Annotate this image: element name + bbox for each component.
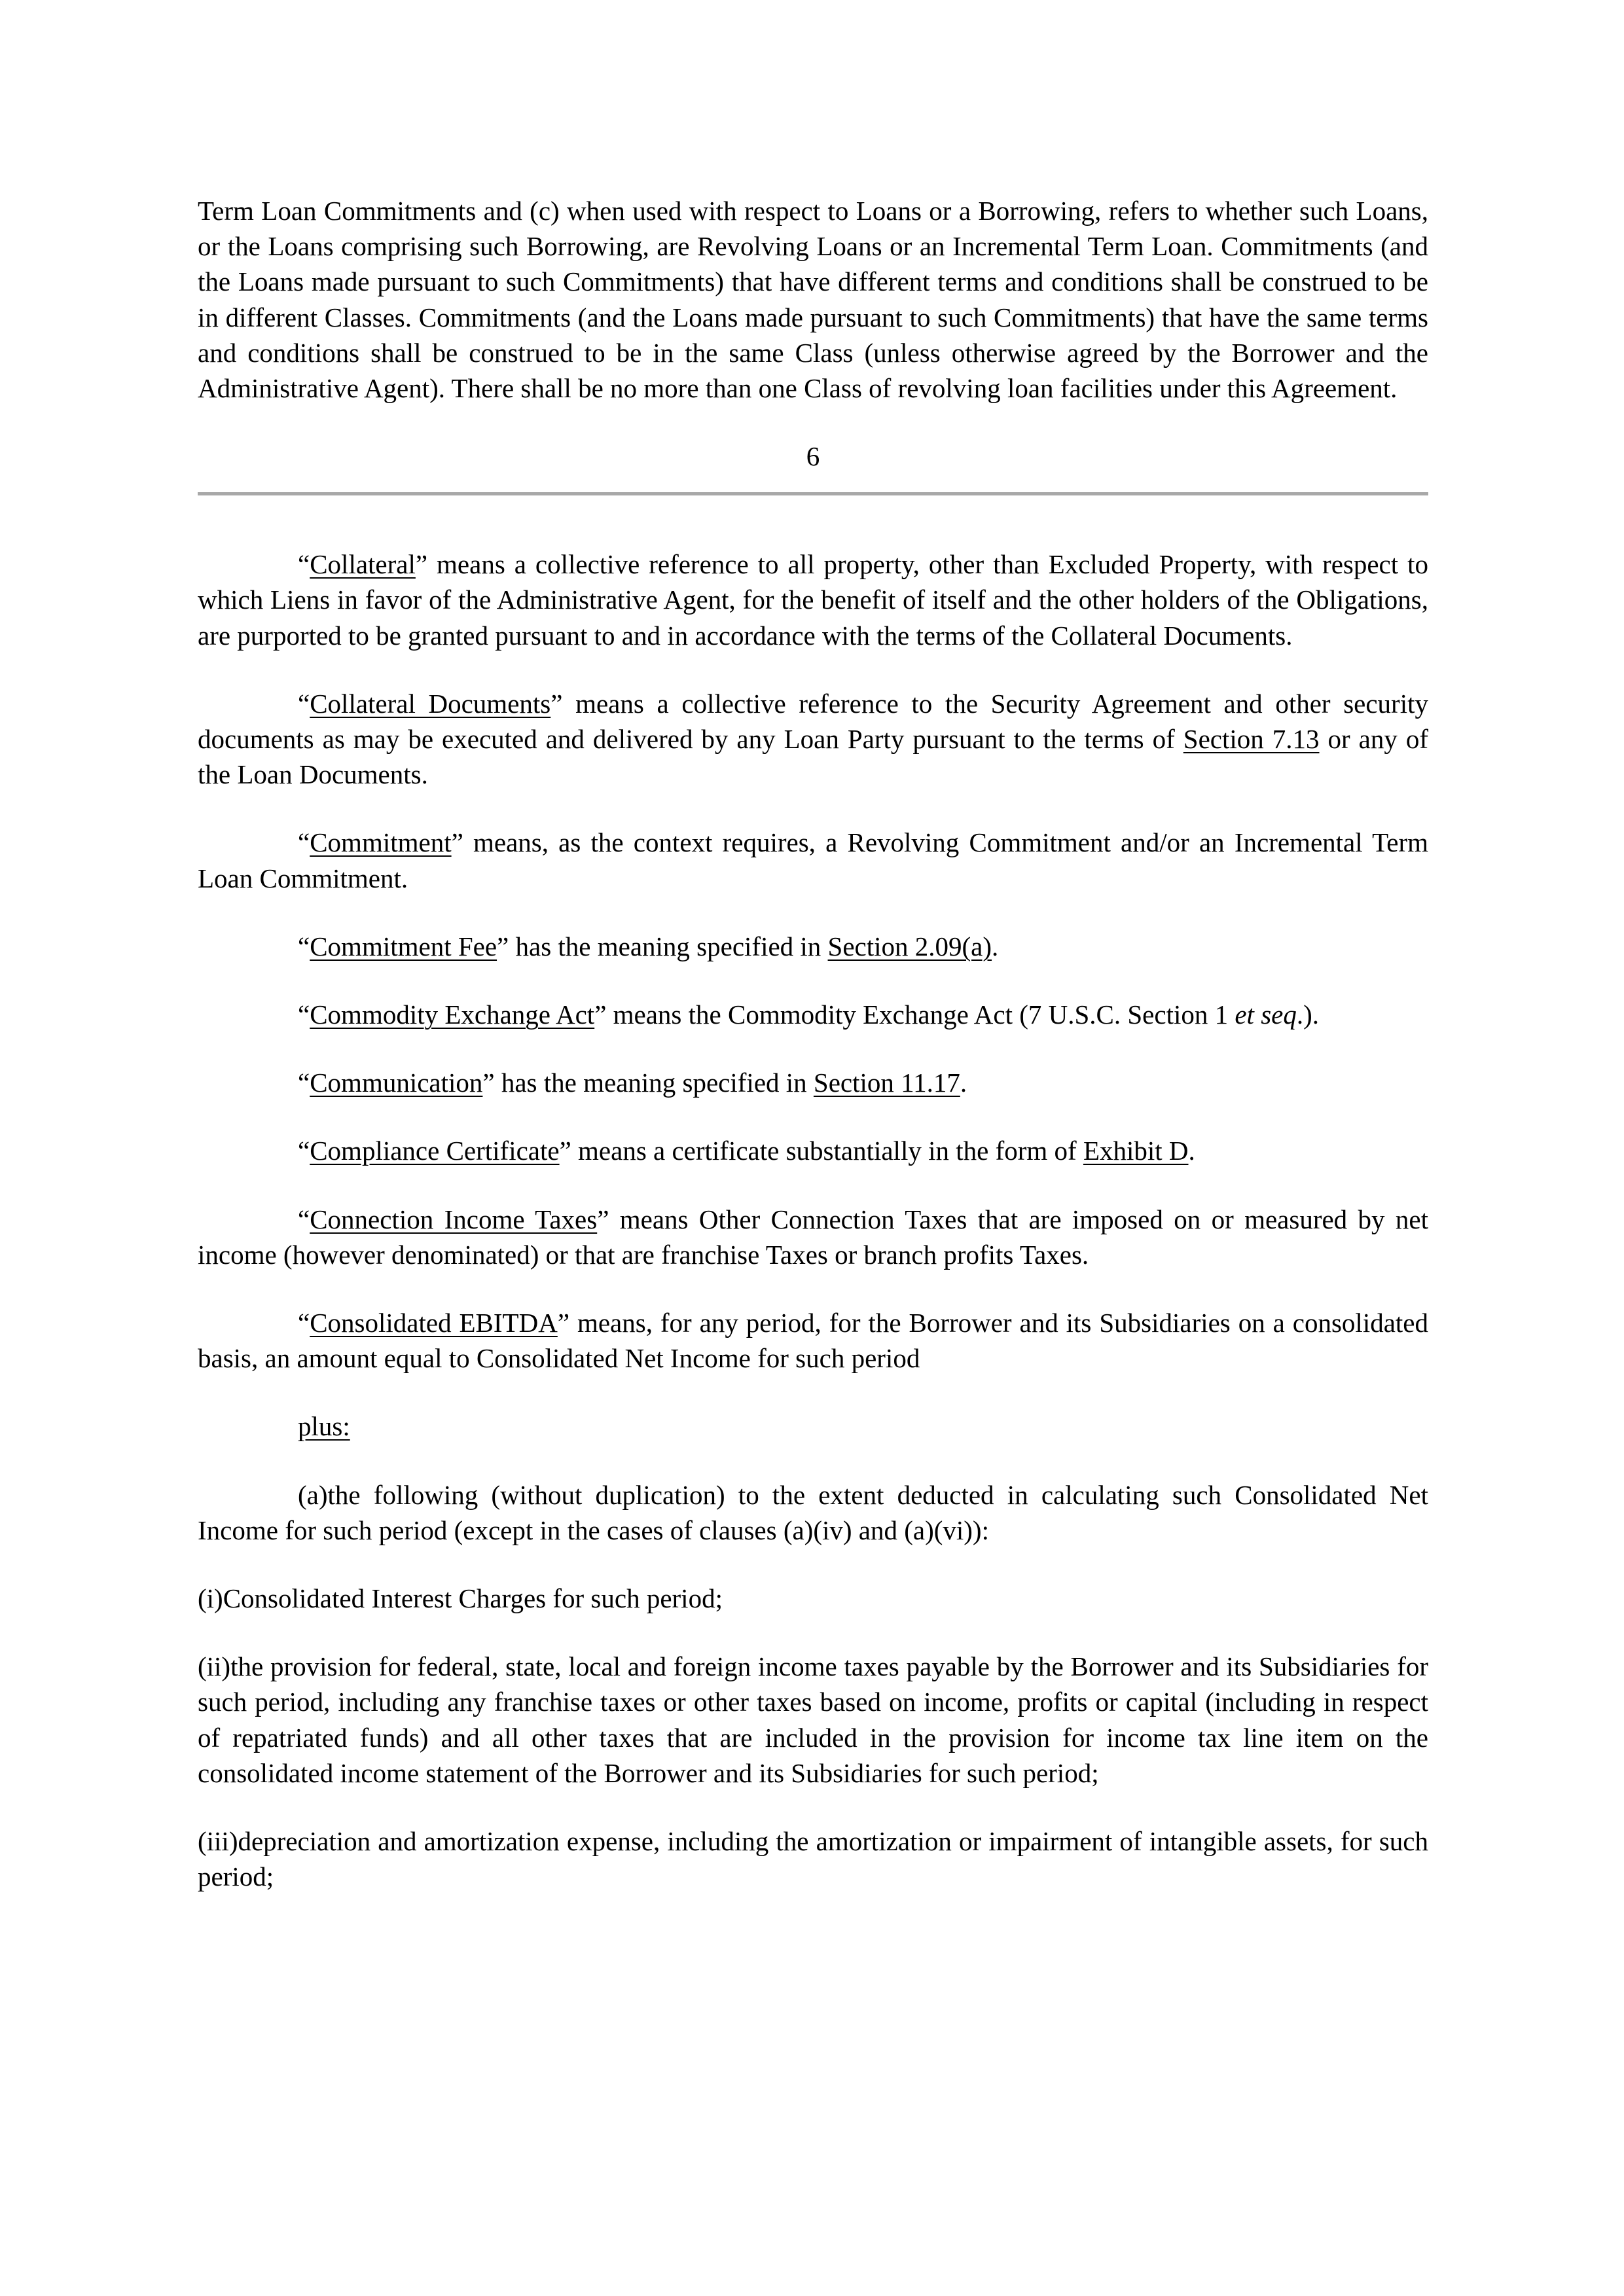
- clause-i: (i)Consolidated Interest Charges for such period;: [198, 1583, 723, 1614]
- defined-term: Collateral Documents: [310, 688, 551, 719]
- definition-communication: “Communication” has the meaning specified in Section 11.17.: [298, 1067, 967, 1098]
- clause-iii: (iii)depreciation and amortization expense, including the amortization or impairment of intangible assets, for such period;: [198, 1826, 1428, 1892]
- definition-collateral-documents: “Collateral Documents” means a collective reference to the Security Agreement and other security documents as may be executed and delivered by any Loan Party pursuant to the terms of Section 7.13 or any of the Loan Documents.: [198, 688, 1428, 790]
- document-page: [198, 193, 1428, 1895]
- defined-term: Consolidated EBITDA: [310, 1308, 558, 1338]
- definition-compliance-certificate: “Compliance Certificate” means a certificate substantially in the form of Exhibit D.: [298, 1136, 1195, 1166]
- clause-ii: (ii)the provision for federal, state, local and foreign income taxes payable by the Borrower and its Subsidiaries for such period, including any franchise taxes or other taxes based on income, profits or capital (including in respect of repatriated funds) and all other taxes that are included in the provision for income tax line item on the consolidated income statement of the Borrower and its Subsidiaries for such period;: [198, 1651, 1428, 1788]
- defined-term: Collateral: [310, 549, 416, 580]
- defined-term: Compliance Certificate: [310, 1136, 560, 1166]
- plus-label: plus:: [298, 1411, 350, 1442]
- section-reference: Section 7.13: [1183, 724, 1320, 755]
- definition-consolidated-ebitda: “Consolidated EBITDA” means, for any period, for the Borrower and its Subsidiaries on a consolidated basis, an amount equal to Consolidated Net Income for such period: [198, 1308, 1428, 1374]
- defined-term: Commodity Exchange Act: [310, 999, 595, 1030]
- page-number: 6: [806, 441, 820, 472]
- definition-collateral: “Collateral” means a collective reference to all property, other than Excluded Property, with respect to which Liens in favor of the Administrative Agent, for the benefit of itself and the other holders of the Obligations, are purported to be granted pursuant to and in accordance with the terms of the Collateral Documents.: [198, 549, 1428, 651]
- definition-commodity-exchange-act: “Commodity Exchange Act” means the Commodity Exchange Act (7 U.S.C. Section 1 et seq.).: [298, 999, 1320, 1030]
- latin-phrase: et seq: [1235, 999, 1297, 1030]
- defined-term: Commitment Fee: [310, 931, 497, 961]
- definition-commitment-fee: “Commitment Fee” has the meaning specified in Section 2.09(a).: [298, 931, 999, 961]
- defined-term: Commitment: [310, 827, 452, 858]
- defined-term: Connection Income Taxes: [310, 1204, 598, 1234]
- section-reference: Section 11.17: [813, 1067, 960, 1098]
- exhibit-reference: Exhibit D: [1083, 1136, 1189, 1166]
- definition-commitment: “Commitment” means, as the context requires, a Revolving Commitment and/or an Incremental Term Loan Commitment.: [198, 827, 1428, 893]
- section-reference: Section 2.09(a): [827, 931, 992, 961]
- definition-connection-income-taxes: “Connection Income Taxes” means Other Connection Taxes that are imposed on or measured by net income (however denominated) or that are franchise Taxes or branch profits Taxes.: [198, 1204, 1428, 1270]
- page-break-rule: [198, 492, 1428, 495]
- carryover-paragraph: Term Loan Commitments and (c) when used with respect to Loans or a Borrowing, refers to whether such Loans, or the Loans comprising such Borrowing, are Revolving Loans or an Incremental Term Loan. Commitments (and the Loans made pursuant to such Commitments) that have different terms and conditions shall be construed to be in different Classes. Commitments (and the Loans made pursuant to such Commitments) that have the same terms and conditions shall be construed to be in the same Class (unless otherwise agreed by the Borrower and the Administrative Agent). There shall be no more than one Class of revolving loan facilities under this Agreement.: [198, 196, 1428, 404]
- clause-a: (a)the following (without duplication) to the extent deducted in calculating such Consolidated Net Income for such period (except in the cases of clauses (a)(iv) and (a)(vi)):: [198, 1479, 1428, 1545]
- defined-term: Communication: [310, 1067, 483, 1098]
